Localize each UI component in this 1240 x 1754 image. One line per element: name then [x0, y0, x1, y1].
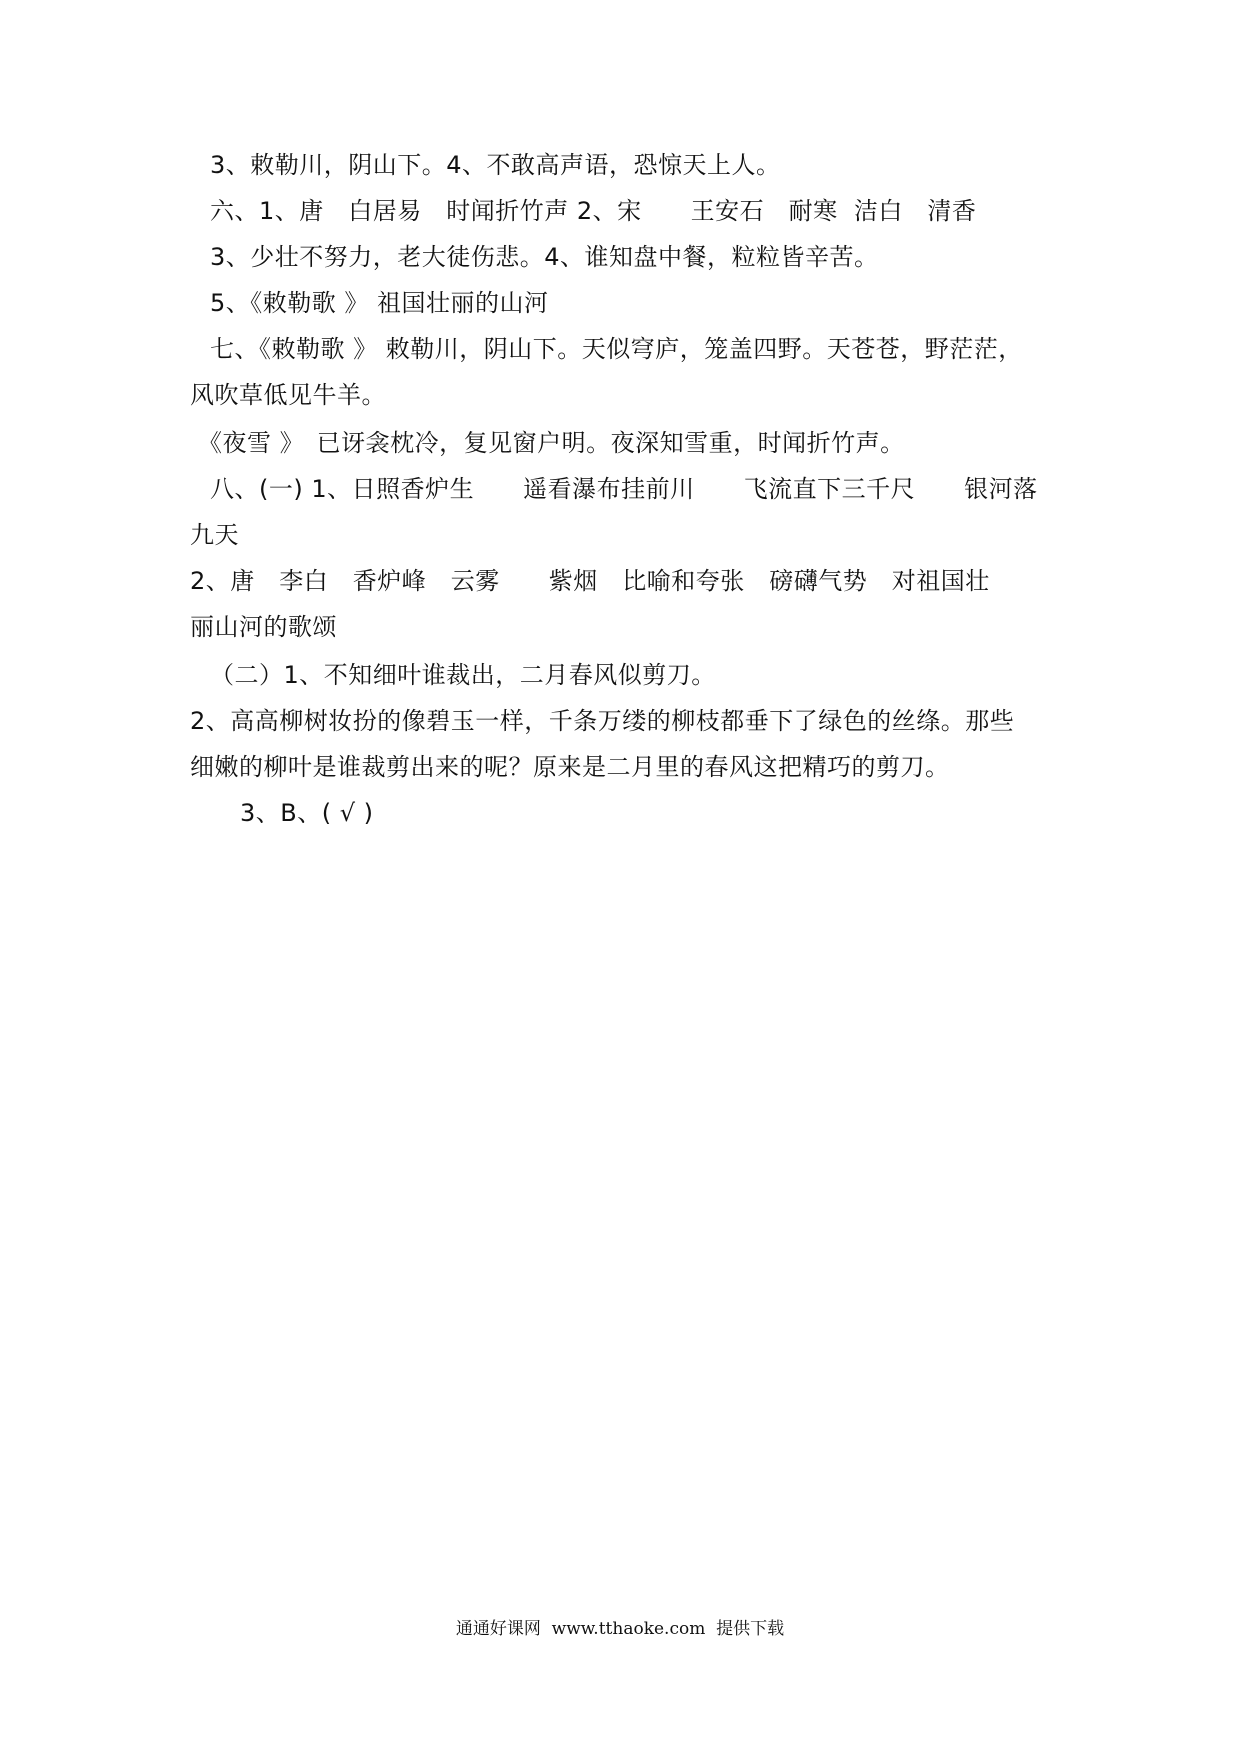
answer-line-15: 3、B、( √ ) — [240, 799, 374, 827]
answer-line-11: 丽山河的歌颂 — [190, 613, 337, 641]
answer-line-12: （二）1、不知细叶谁裁出，二月春风似剪刀。 — [210, 661, 716, 689]
answer-line-3: 3、少壮不努力，老大徒伤悲。4、谁知盘中餐，粒粒皆辛苦。 — [210, 243, 879, 271]
answer-line-10: 2、唐 李白 香炉峰 云雾 紫烟 比喻和夸张 磅礴气势 对祖国壮 — [190, 567, 990, 595]
answer-line-1: 3、敕勒川，阴山下。4、不敢高声语，恐惊天上人。 — [210, 151, 781, 179]
answer-line-14: 细嫩的柳叶是谁裁剪出来的呢？原来是二月里的春风这把精巧的剪刀。 — [190, 753, 950, 781]
answer-line-9: 九天 — [190, 521, 239, 549]
page-footer: 通通好课网 www.tthaoke.com 提供下载 — [455, 1619, 785, 1639]
answer-line-13: 2、高高柳树妆扮的像碧玉一样，千条万缕的柳枝都垂下了绿色的丝绦。那些 — [190, 707, 1015, 735]
answer-line-2: 六、1、唐 白居易 时闻折竹声 2、宋 王安石 耐寒 洁白 清香 — [210, 197, 977, 225]
answer-line-7: 《夜雪 》 已讶衾枕冷，复见窗户明。夜深知雪重，时闻折竹声。 — [198, 429, 905, 457]
answer-line-5: 七、《敕勒歌 》 敕勒川，阴山下。天似穹庐，笼盖四野。天苍苍，野茫茫， — [210, 335, 1023, 363]
answer-line-4: 5、《敕勒歌 》 祖国壮丽的山河 — [210, 289, 549, 317]
answer-line-6: 风吹草低见牛羊。 — [190, 381, 386, 409]
answer-line-8: 八、(一) 1、日照香炉生 遥看瀑布挂前川 飞流直下三千尺 银河落 — [210, 475, 1038, 503]
